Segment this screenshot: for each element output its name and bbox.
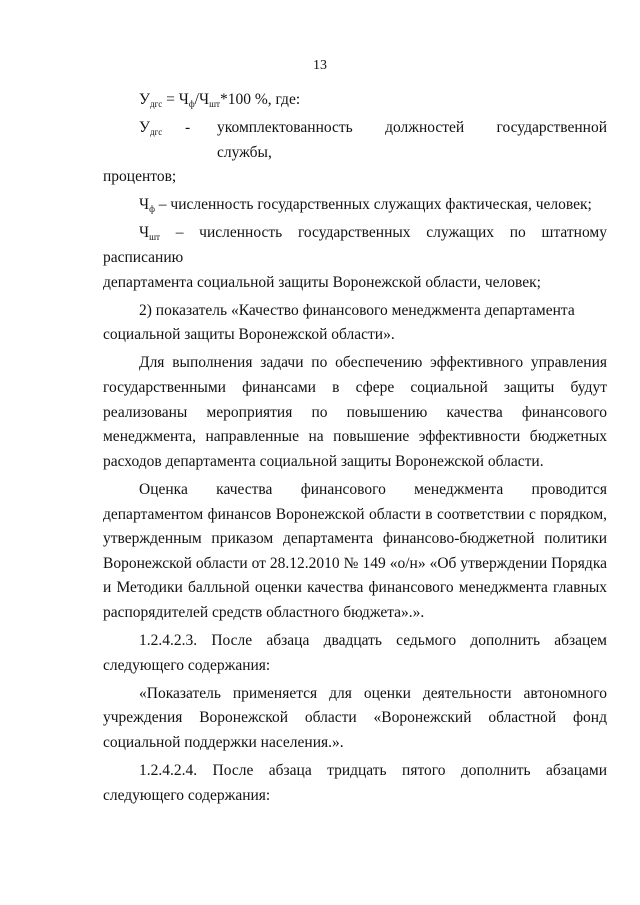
definition-sh-text-line2: департамента социальной защиты Воронежской области, человек; bbox=[103, 273, 541, 291]
formula-equals: = bbox=[162, 91, 179, 108]
paragraph-indicator-line2: социальной защиты Воронежской области». bbox=[103, 326, 395, 344]
paragraph-quote: «Показатель применяется для оценки деятельности автономного учреждения Воронежской области «Воронежский областной фонд социальной поддержки населения.». bbox=[103, 684, 607, 751]
paragraph-tasks: Для выполнения задачи по обеспечению эффективного управления государственными финансами в сфере социальной защиты будут реализованы мероприятия по повышению качества финансового менеджмента, направленные на повышение эффективности бюджетных расходов департамента социальной защиты Воронежской области. bbox=[103, 354, 607, 470]
definition-sh-text-line1: – численность государственных служащих по штатному расписанию bbox=[103, 224, 607, 267]
formula-u: У bbox=[139, 91, 150, 108]
formula-ch-fact: Ч bbox=[178, 91, 189, 108]
formula-line bbox=[103, 88, 607, 113]
definition-u-symbol: $У_{дгс}$ bbox=[139, 119, 163, 138]
formula-slash: / bbox=[194, 91, 199, 108]
formula-u-subscript: дгс bbox=[149, 99, 163, 109]
definition-u-text-line2: процентов; bbox=[103, 168, 177, 186]
paragraph-indicator-line1: 2) показатель «Качество финансового менеджмента департамента bbox=[139, 301, 575, 319]
formula-ch-fact-subscript: ф bbox=[188, 99, 195, 109]
paragraph-1-2-4-2-4: 1.2.4.2.4. После абзаца тридцать пятого дополнить абзацами следующего содержания: bbox=[103, 761, 607, 804]
page-number: 13 bbox=[313, 58, 327, 73]
definition-sh-line1: $Ч_{шт}$ – численность государственных служащих по штатному расписанию bbox=[103, 224, 607, 267]
paragraph-1-2-4-2-3: 1.2.4.2.3. После абзаца двадцать седьмого дополнить абзацем следующего содержания: bbox=[103, 631, 607, 674]
definition-u-dash: - bbox=[185, 119, 191, 137]
definition-u bbox=[103, 116, 607, 165]
definition-f-text: – численность государственных служащих фактическая, человек; bbox=[154, 196, 592, 214]
definition-u-text-line1: укомплектованность должностей государственной службы, bbox=[217, 119, 607, 161]
formula-ch-staff: Ч bbox=[198, 91, 210, 108]
document-body bbox=[103, 88, 607, 812]
formula-tail: *100 %, где: bbox=[219, 91, 301, 108]
paragraph-assessment: Оценка качества финансового менеджмента проводится департаментом финансов Воронежской области в соответствии с порядком, утвержденным приказом департамента финансово-бюджетной политики Воронежской области от 28.12.2010 № 149 «о/н» «Об утверждении Порядка и Методики балльной оценки качества финансового менеджмента главных распорядителей средств областного бюджета».». bbox=[103, 480, 607, 621]
formula-ch-staff-subscript: шт bbox=[209, 99, 220, 109]
definition-f: $Ч_ф$ – численность государственных служащих фактическая, человек; bbox=[139, 196, 592, 215]
